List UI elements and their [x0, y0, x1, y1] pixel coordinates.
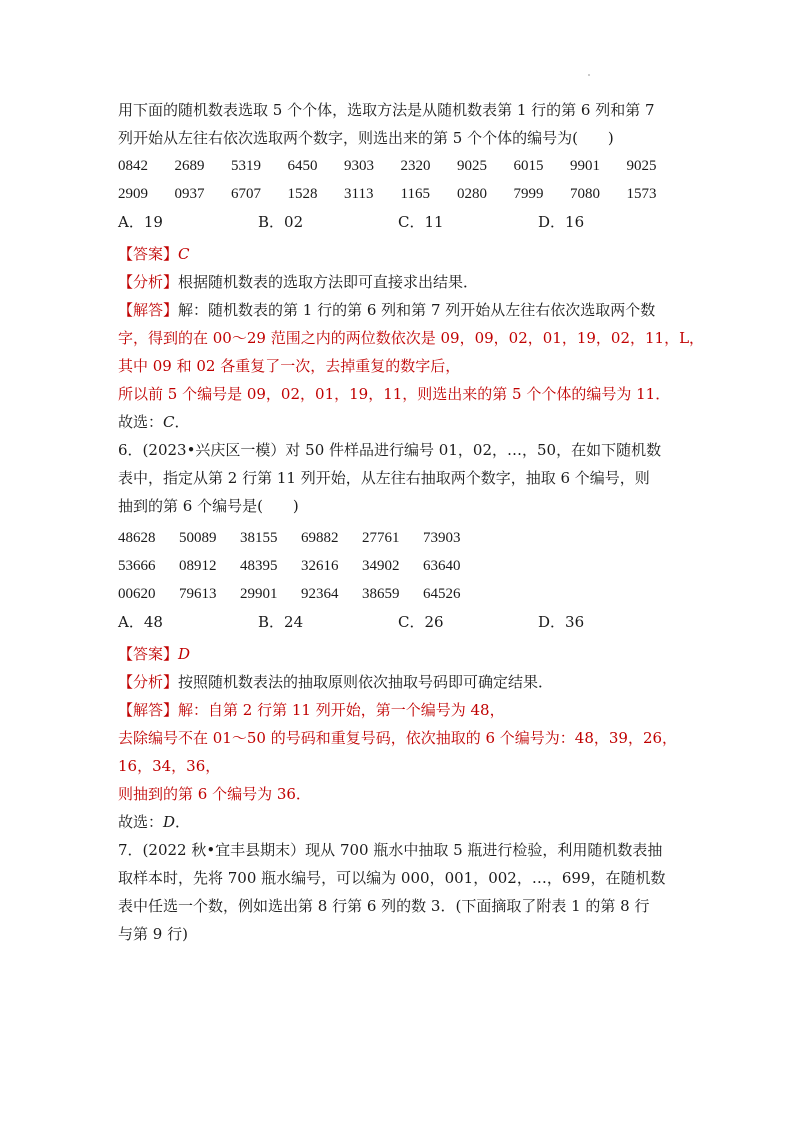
table-cell: 1165: [400, 186, 430, 202]
choose-end: ．: [175, 813, 191, 831]
table-cell: 6707: [231, 186, 261, 202]
q5-choose: [118, 408, 683, 436]
table-cell: 0937: [174, 186, 205, 202]
q5-solution-line3: 其中 09 和 02 各重复了一次，去掉重复的数字后，: [118, 357, 461, 375]
table-cell: 9303: [344, 158, 374, 174]
analysis-tag: 【分析】: [118, 273, 179, 291]
answer-value: C: [178, 245, 190, 263]
q6-solution-line2: 去除编号不在 01～50 的号码和重复号码，依次抽取的 6 个编号为：48，39，26，: [118, 729, 678, 747]
q6-solution-line1: [118, 696, 683, 724]
q6-options: [118, 608, 683, 636]
solution-tag: 【解答】: [118, 301, 179, 319]
q6-solution-line4: 则抽到的第 6 个编号为 36．: [118, 785, 311, 803]
option-d: D．16: [538, 213, 585, 231]
q7-stem-line3: 表中任选一个数，例如选出第 8 行第 6 列的数 3．(下面摘取了附表 1 的第 8 行: [118, 897, 650, 915]
table-cell: 48628: [118, 530, 156, 546]
option-b: B．24: [258, 613, 304, 631]
solution-text: 解：自第 2 行第 11 列开始，第一个编号为 48，: [178, 701, 505, 719]
table-cell: 32616: [301, 558, 339, 574]
q6-stem-line1: 6．(2023•兴庆区一模）对 50 件样品进行编号 01，02，…，50，在如下随机数: [118, 441, 662, 459]
choose-answer: D: [163, 813, 176, 831]
table-cell: 2689: [174, 158, 205, 174]
table-cell: 7080: [570, 186, 600, 202]
table-cell: 79613: [179, 586, 217, 602]
table-cell: 92364: [301, 586, 339, 602]
table-cell: 27761: [362, 530, 400, 546]
q6-random-table: [118, 524, 683, 608]
table-cell: 69882: [301, 530, 339, 546]
q6-answer: [118, 640, 683, 668]
q5-answer: [118, 240, 683, 268]
choose-label: 故选：: [118, 413, 164, 431]
answer-value: D: [178, 645, 191, 663]
table-cell: 63640: [423, 558, 461, 574]
table-cell: 5319: [231, 158, 261, 174]
table-cell: 0280: [457, 186, 487, 202]
solution-tag: 【解答】: [118, 701, 179, 719]
table-cell: 9901: [570, 158, 600, 174]
q7-stem-line4: 与第 9 行): [118, 925, 188, 943]
option-a: A．48: [118, 613, 163, 631]
table-cell: 48395: [240, 558, 278, 574]
table-cell: 0842: [118, 158, 148, 174]
q5-stem-line1: 用下面的随机数表选取 5 个个体，选取方法是从随机数表第 1 行的第 6 列和第 7: [118, 101, 655, 119]
q6-solution-line3: 16，34，36，: [118, 757, 221, 775]
table-cell: 64526: [423, 586, 461, 602]
table-cell: 08912: [179, 558, 217, 574]
q6-table-row-3: [118, 580, 683, 608]
q6-table-row-2: [118, 552, 683, 580]
analysis-tag: 【分析】: [118, 673, 179, 691]
q6-analysis: [118, 668, 683, 696]
answer-tag: 【答案】: [118, 245, 179, 263]
table-cell: 7999: [513, 186, 544, 202]
q6-choose: [118, 808, 683, 836]
table-cell: 38659: [362, 586, 400, 602]
table-cell: 2909: [118, 186, 148, 202]
solution-text: 解：随机数表的第 1 行的第 6 列和第 7 列开始从左往右依次选取两个数: [178, 301, 656, 319]
table-cell: 1528: [287, 186, 318, 202]
q7-stem-line2: 取样本时，先将 700 瓶水编号，可以编为 000，001，002，…，699，在随机数: [118, 869, 666, 887]
document-page: [118, 96, 705, 948]
table-cell: 73903: [423, 530, 461, 546]
q5-options: [118, 208, 683, 236]
table-cell: 34902: [362, 558, 400, 574]
q6-stem-line3: 抽到的第 6 个编号是( ): [118, 497, 299, 515]
table-cell: 53666: [118, 558, 156, 574]
q5-solution-line1: [118, 296, 683, 324]
table-cell: 29901: [240, 586, 278, 602]
q5-random-table: [118, 152, 683, 208]
q5-analysis: [118, 268, 683, 296]
option-c: C．26: [398, 613, 444, 631]
table-cell: 6450: [287, 158, 318, 174]
q6-table-row-1: [118, 524, 683, 552]
table-cell: 00620: [118, 586, 156, 602]
q6-stem-line2: 表中，指定从第 2 行第 11 列开始，从左往右抽取两个数字，抽取 6 个编号，则: [118, 469, 650, 487]
option-b: B．02: [258, 213, 304, 231]
table-cell: 50089: [179, 530, 217, 546]
table-cell: 38155: [240, 530, 278, 546]
answer-tag: 【答案】: [118, 645, 179, 663]
analysis-text: 根据随机数表的选取方法即可直接求出结果．: [178, 273, 479, 291]
choose-answer: C: [163, 413, 175, 431]
option-d: D．36: [538, 613, 585, 631]
table-cell: 3113: [344, 186, 374, 202]
q5-solution-line4: 所以前 5 个编号是 09，02，01，19，11，则选出来的第 5 个个体的编号为 11．: [118, 385, 671, 403]
table-cell: 9025: [457, 158, 487, 174]
scan-dot: [588, 74, 590, 76]
option-a: A．19: [118, 213, 163, 231]
q5-table-row-2: [118, 180, 683, 208]
choose-end: ．: [174, 413, 190, 431]
analysis-text: 按照随机数表法的抽取原则依次抽取号码即可确定结果．: [178, 673, 554, 691]
option-c: C．11: [398, 213, 444, 231]
q5-stem-line2: 列开始从左往右依次选取两个数字，则选出来的第 5 个个体的编号为( ): [118, 129, 614, 147]
q5-solution-line2: 字，得到的在 00～29 范围之内的两位数依次是 09，09，02，01，19，02，11，L，: [118, 329, 705, 347]
table-cell: 9025: [626, 158, 657, 174]
choose-label: 故选：: [118, 813, 164, 831]
table-cell: 6015: [513, 158, 544, 174]
table-cell: 2320: [400, 158, 431, 174]
q7-stem-line1: 7．(2022 秋•宜丰县期末）现从 700 瓶水中抽取 5 瓶进行检验，利用随机数表抽: [118, 841, 663, 859]
q5-table-row-1: [118, 152, 683, 180]
table-cell: 1573: [626, 186, 657, 202]
